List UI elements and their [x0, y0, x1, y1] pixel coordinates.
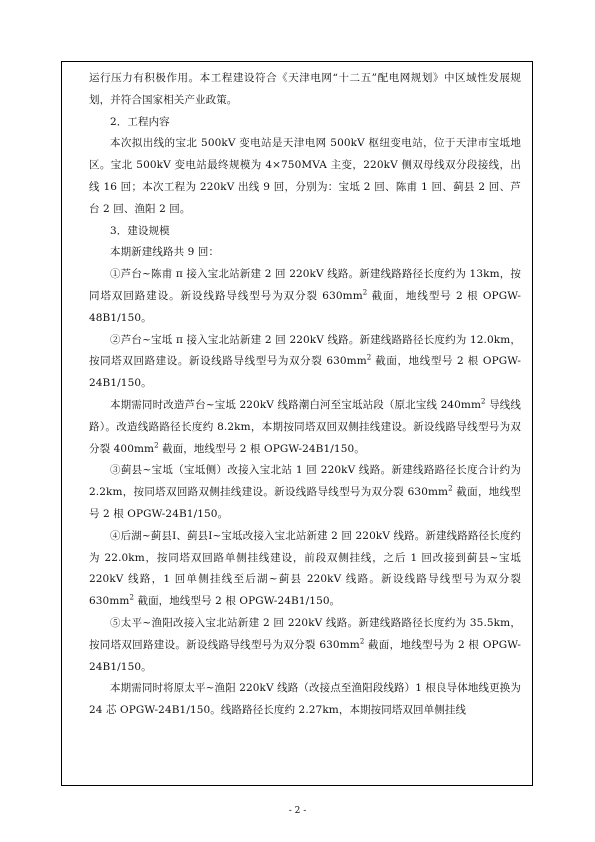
- paragraph-planning-compliance: 运行压力有积极作用。本工程建设符合《天津电网“十二五”配电网规划》中区域性发展规划，并符合国家相关产业政策。: [89, 72, 521, 106]
- paragraph-line-item-5: ⑤太平~渔阳改接入宝北站新建 2 回 220kV 线路。新建线路路径长度约为 35.5km，按同塔双回路建设。新设线路导线型号为双分裂 $630mm^2$ 截面，地线型号为 2 根 OPGW-24B1/150。: [89, 616, 521, 673]
- paragraph-substation-overview: 本次拟出线的宝北 500kV 变电站是天津电网 500kV 枢纽变电站，位于天津市宝坻地区。宝北 500kV 变电站最终规模为 4×750MVA 主变，220kV 侧双母线双分段接线，出线 16 回；本次工程为 220kV 出线 9 回，分别为：宝坻 2 回、陈甫 1 回、蓟县 2 回、芦台 2 回、渔阳 2 回。: [89, 137, 521, 215]
- paragraph-line-item-4: ④后湖~蓟县Ⅰ、蓟县Ⅰ~宝坻改接入宝北站新建 2 回 220kV 线路。新建线路路径长度约为 22.0km，按同塔双回路单侧挂线建设，前段双侧挂线，之后 1 回改接到蓟县~宝坻 220kV 线路，1 回单侧挂线至后湖~蓟县 220kV 线路。新设线路导线型号为双分裂 $630mm^2$ 截面，地线型号 2 根 OPGW-24B1/150。: [89, 529, 521, 608]
- paragraph-line-item-2-retrofit: 本期需同时改造芦台~宝坻 220kV 线路潮白河至宝坻站段（原北宝线 $240mm^2$ 导线线路）。改造线路路径长度约 8.2km，本期按同塔双回双侧挂线建设。新设线路导线型号为双分裂 $400mm^2$ 截面，地线型号 2 根 OPGW-24B1/150。: [89, 397, 521, 455]
- paragraph-line-item-3: ③蓟县~宝坻（宝坻侧）改接入宝北站 1 回 220kV 线路。新建线路路径长度合计约为 2.2km，按同塔双回路双侧挂线建设。新设线路导线型号为双分裂 $630mm^2$ 截面，地线型号 2 根 OPGW-24B1/150。: [89, 464, 521, 520]
- section-heading-construction-scale: 3．建设规模: [110, 224, 170, 237]
- page-frame: [61, 61, 533, 786]
- paragraph-new-lines-total: 本期新建线路共 9 回：: [110, 246, 220, 259]
- paragraph-line-item-1: ①芦台~陈甫 π 接入宝北站新建 2 回 220kV 线路。新建线路路径长度约为 13km，按同塔双回路建设。新设线路导线型号为双分裂 $630mm^2$ 截面，地线型号 2 根 OPGW-48B1/150。: [89, 268, 521, 324]
- document-body: [89, 68, 521, 722]
- page-number: - 2 -: [288, 806, 307, 816]
- paragraph-line-item-5-retrofit: 本期需同时将原太平~渔阳 220kV 线路（改接点至渔阳段线路）1 根良导体地线更换为 24 芯 OPGW-24B1/150。线路路径长度约 2.27km，本期按同塔双回单侧挂线: [89, 682, 521, 717]
- section-heading-project-content: 2．工程内容: [110, 115, 170, 128]
- paragraph-line-item-2: ②芦台~宝坻 π 接入宝北站新建 2 回 220kV 线路。新建线路路径长度约为 12.0km，按同塔双回路建设。新设线路导线型号为双分裂 $630mm^2$ 截面，地线型号 2 根 OPGW-24B1/150。: [89, 333, 521, 390]
